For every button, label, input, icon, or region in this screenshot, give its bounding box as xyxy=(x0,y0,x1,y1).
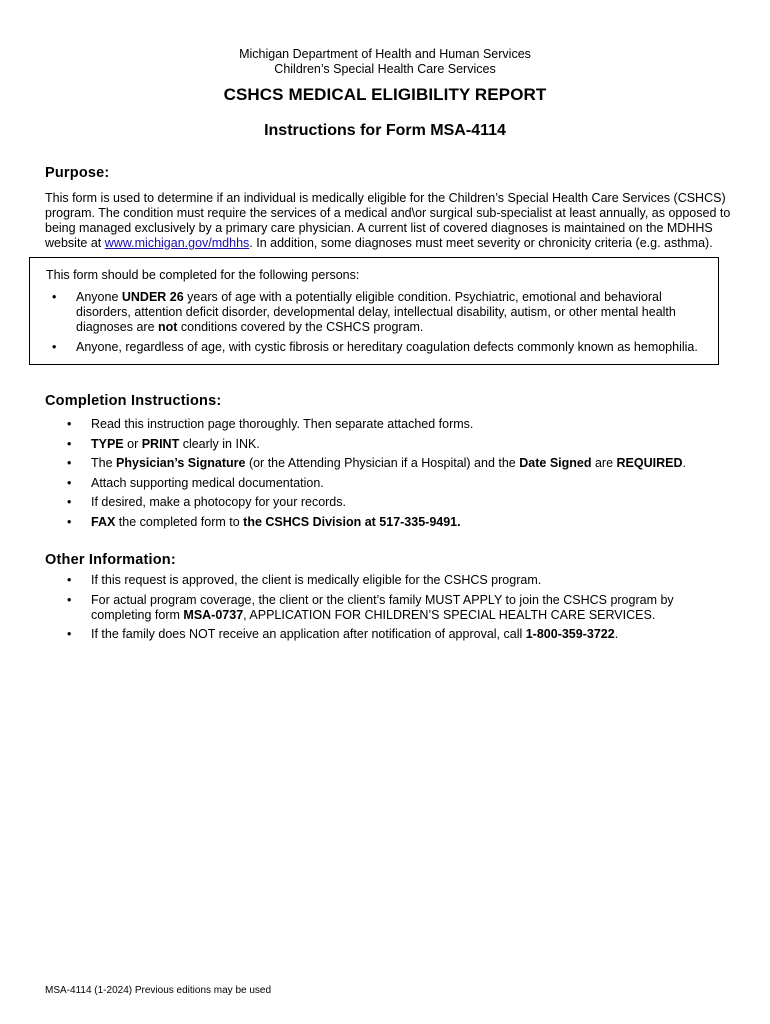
item-text: For actual program coverage, the client or the client’s family MUST APPLY to join the CSHCS program by completing form xyxy=(91,593,674,622)
agency-header xyxy=(0,47,770,77)
list-item xyxy=(45,474,735,494)
item-text: are xyxy=(591,456,617,471)
eligibility-lead: This form should be completed for the following persons: xyxy=(46,268,360,282)
list-item xyxy=(45,454,735,474)
item-text: , APPLICATION FOR CHILDREN’S SPECIAL HEALTH CARE SERVICES. xyxy=(243,608,656,622)
eligibility-list xyxy=(30,290,710,355)
item-text: conditions covered by the CSHCS program. xyxy=(177,320,424,334)
item-text: If desired, make a photocopy for your records. xyxy=(91,495,346,510)
completion-heading: Completion Instructions: xyxy=(45,393,222,409)
item-text: the completed form to xyxy=(115,514,244,529)
eligibility-box xyxy=(29,257,719,365)
item-bold: MSA-0737 xyxy=(183,608,244,622)
item-text: Attach supporting medical documentation. xyxy=(91,475,324,490)
document-subtitle: Instructions for Form MSA-4114 xyxy=(264,122,506,139)
item-text: years of age with a potentially eligible condition. Psychiatric, emotional and behavioral disorders, attention deficit disorder, developmental delay, intellectual disability, autism, or other mental health diagnoses are xyxy=(76,290,676,334)
other-info-heading: Other Information: xyxy=(45,552,176,568)
item-text: . xyxy=(614,627,619,641)
item-bold: UNDER 26 xyxy=(121,290,184,304)
item-text: Anyone, regardless of age, with cystic fibrosis or hereditary coagulation defects commonly known as hemophilia. xyxy=(76,340,698,354)
item-text: If this request is approved, the client is medically eligible for the CSHCS program. xyxy=(91,573,542,587)
item-bold: FAX xyxy=(91,514,116,529)
document-title: CSHCS MEDICAL ELIGIBILITY REPORT xyxy=(223,85,547,104)
item-text: (or the Attending Physician if a Hospital) and the xyxy=(245,456,520,471)
purpose-text-end: . In addition, some diagnoses must meet severity or chronicity criteria (e.g. asthma). xyxy=(249,236,713,250)
mdhhs-website-link[interactable]: www.michigan.gov/mdhhs xyxy=(104,236,250,250)
list-item xyxy=(45,513,735,533)
program-name: Children’s Special Health Care Services xyxy=(274,62,496,76)
item-text: Read this instruction page thoroughly. Then separate attached forms. xyxy=(91,417,474,431)
item-bold: REQUIRED xyxy=(616,456,683,471)
item-bold: not xyxy=(158,320,178,334)
purpose-paragraph xyxy=(45,191,735,251)
item-text: Anyone xyxy=(76,290,122,304)
agency-name: Michigan Department of Health and Human Services xyxy=(239,47,531,61)
list-item xyxy=(45,593,735,623)
list-item xyxy=(45,493,735,513)
item-text: clearly in INK. xyxy=(179,436,260,451)
list-item xyxy=(45,415,735,435)
form-footer: MSA-4114 (1-2024) Previous editions may be used xyxy=(45,985,272,996)
item-text: If the family does NOT receive an application after notification of approval, call xyxy=(91,627,526,641)
list-item xyxy=(45,627,735,642)
item-bold: Date Signed xyxy=(519,456,592,471)
item-bold: 1-800-359-3722 xyxy=(525,627,615,641)
item-bold: the CSHCS Division at 517-335-9491. xyxy=(243,514,461,529)
list-item xyxy=(30,340,710,355)
item-text: or xyxy=(123,436,142,451)
item-text: . xyxy=(682,456,686,471)
item-bold: PRINT xyxy=(141,436,180,451)
list-item xyxy=(30,290,710,335)
other-info-list xyxy=(45,573,735,642)
list-item xyxy=(45,573,735,588)
item-text: The xyxy=(91,456,117,471)
completion-list xyxy=(45,415,735,533)
item-bold: TYPE xyxy=(91,436,124,451)
item-bold: Physician’s Signature xyxy=(116,456,246,471)
list-item xyxy=(45,435,735,455)
purpose-text: This form is used to determine if an individual is medically eligible for the Children’s Special Health Care Services (CSHCS) program. The condition must require the services of a medical and\or surgical sub-specialist at least annually, as opposed to being managed exclusively by a primary care physician. A current list of covered diagnoses is maintained on the MDHHS website at xyxy=(45,191,731,250)
purpose-heading: Purpose: xyxy=(45,165,110,181)
